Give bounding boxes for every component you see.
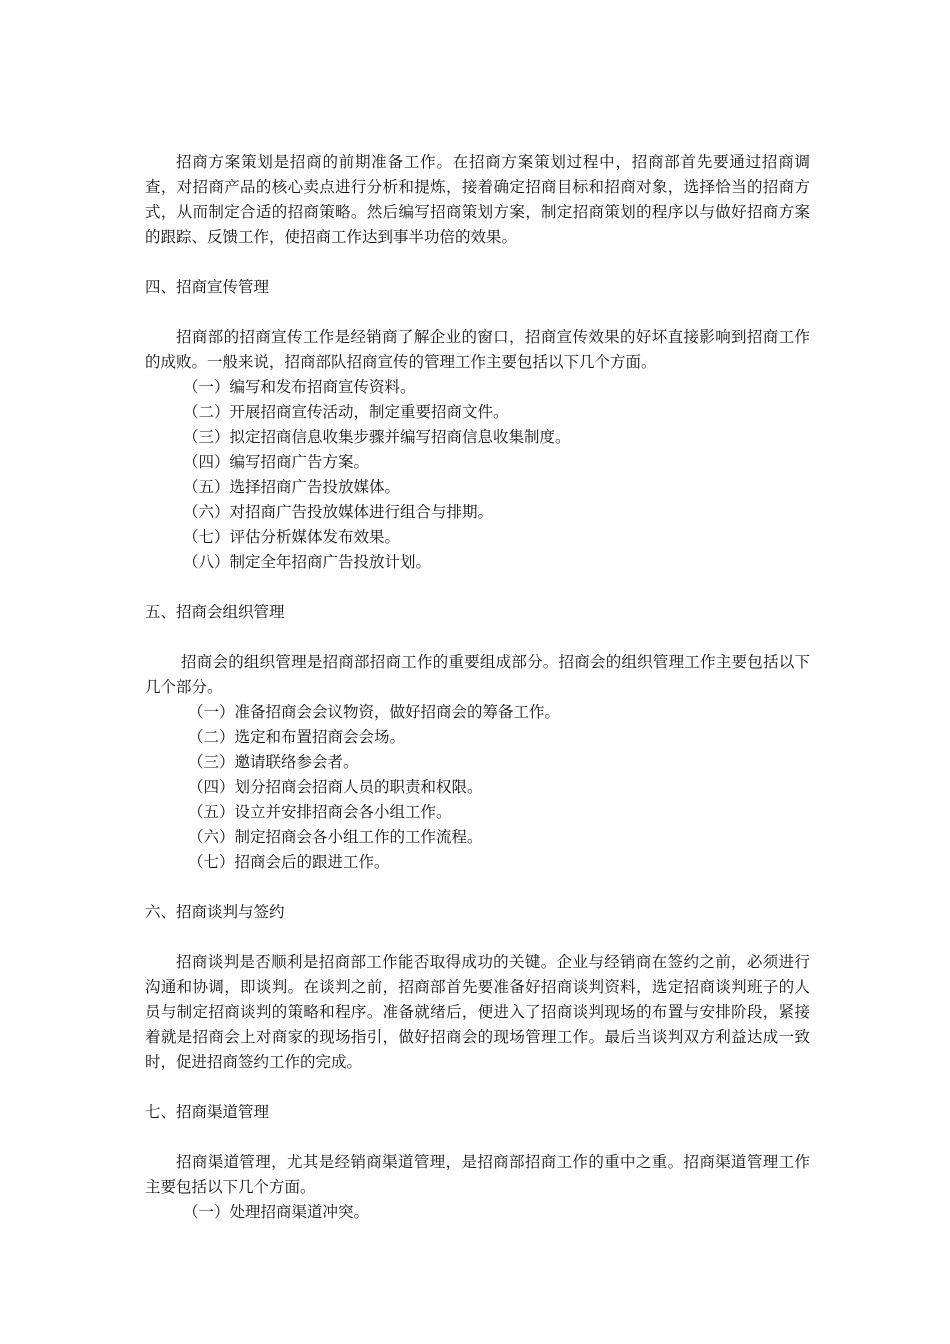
document-body <box>145 150 810 1225</box>
section-heading-7: 七、招商渠道管理 <box>145 1103 270 1121</box>
list-item: （三）拟定招商信息收集步骤并编写招商信息收集制度。 <box>183 428 571 446</box>
list-item: （六）制定招商会各小组工作的工作流程。 <box>188 828 483 846</box>
list-item: （七）评估分析媒体发布效果。 <box>183 528 401 546</box>
list-item: （七）招商会后的跟进工作。 <box>188 853 390 871</box>
spacer <box>145 1075 810 1100</box>
list-item: （一）处理招商渠道冲突。 <box>183 1203 370 1221</box>
section-5-paragraph: 招商会的组织管理是招商部招商工作的重要组成部分。招商会的组织管理工作主要包括以下几个部分。 <box>145 653 810 696</box>
list-item: （四）编写招商广告方案。 <box>183 453 370 471</box>
list-item: （四）划分招商会招商人员的职责和权限。 <box>188 778 483 796</box>
list-item: （八）制定全年招商广告投放计划。 <box>183 553 432 571</box>
list-item: （三）邀请联络参会者。 <box>188 753 359 771</box>
list-item: （六）对招商广告投放媒体进行组合与排期。 <box>183 503 494 521</box>
section-4-list <box>145 375 810 575</box>
list-item: （一）编写和发布招商宣传资料。 <box>183 378 416 396</box>
spacer <box>145 575 810 600</box>
section-4-paragraph: 招商部的招商宣传工作是经销商了解企业的窗口，招商宣传效果的好坏直接影响到招商工作的成败。一般来说，招商部队招商宣传的管理工作主要包括以下几个方面。 <box>145 328 810 371</box>
list-item: （五）设立并安排招商会各小组工作。 <box>188 803 452 821</box>
section-heading-5: 五、招商会组织管理 <box>145 603 285 621</box>
list-item: （一）准备招商会会议物资，做好招商会的筹备工作。 <box>188 703 561 721</box>
spacer <box>145 300 810 325</box>
section-heading-6: 六、招商谈判与签约 <box>145 903 285 921</box>
spacer <box>145 925 810 950</box>
list-item: （二）选定和布置招商会会场。 <box>188 728 406 746</box>
spacer <box>145 250 810 275</box>
section-heading-4: 四、招商宣传管理 <box>145 278 270 296</box>
section-5-list <box>145 700 810 875</box>
list-item: （二）开展招商宣传活动，制定重要招商文件。 <box>183 403 509 421</box>
list-item: （五）选择招商广告投放媒体。 <box>183 478 401 496</box>
intro-paragraph: 招商方案策划是招商的前期准备工作。在招商方案策划过程中，招商部首先要通过招商调查，对招商产品的核心卖点进行分析和提炼，接着确定招商目标和招商对象，选择恰当的招商方式，从而制定合适的招商策略。然后编写招商策划方案，制定招商策划的程序以与做好招商方案的跟踪、反馈工作，使招商工作达到事半功倍的效果。 <box>145 153 810 246</box>
spacer <box>145 625 810 650</box>
spacer <box>145 1125 810 1150</box>
section-7-paragraph: 招商渠道管理，尤其是经销商渠道管理，是招商部招商工作的重中之重。招商渠道管理工作主要包括以下几个方面。 <box>145 1153 810 1196</box>
spacer <box>145 875 810 900</box>
section-6-paragraph: 招商谈判是否顺利是招商部工作能否取得成功的关键。企业与经销商在签约之前，必须进行沟通和协调，即谈判。在谈判之前，招商部首先要准备好招商谈判资料，选定招商谈判班子的人员与制定招商谈判的策略和程序。准备就绪后，便进入了招商谈判现场的布置与安排阶段，紧接着就是招商会上对商家的现场指引，做好招商会的现场管理工作。最后当谈判双方利益达成一致时，促进招商签约工作的完成。 <box>145 953 810 1071</box>
section-7-list <box>145 1200 810 1225</box>
